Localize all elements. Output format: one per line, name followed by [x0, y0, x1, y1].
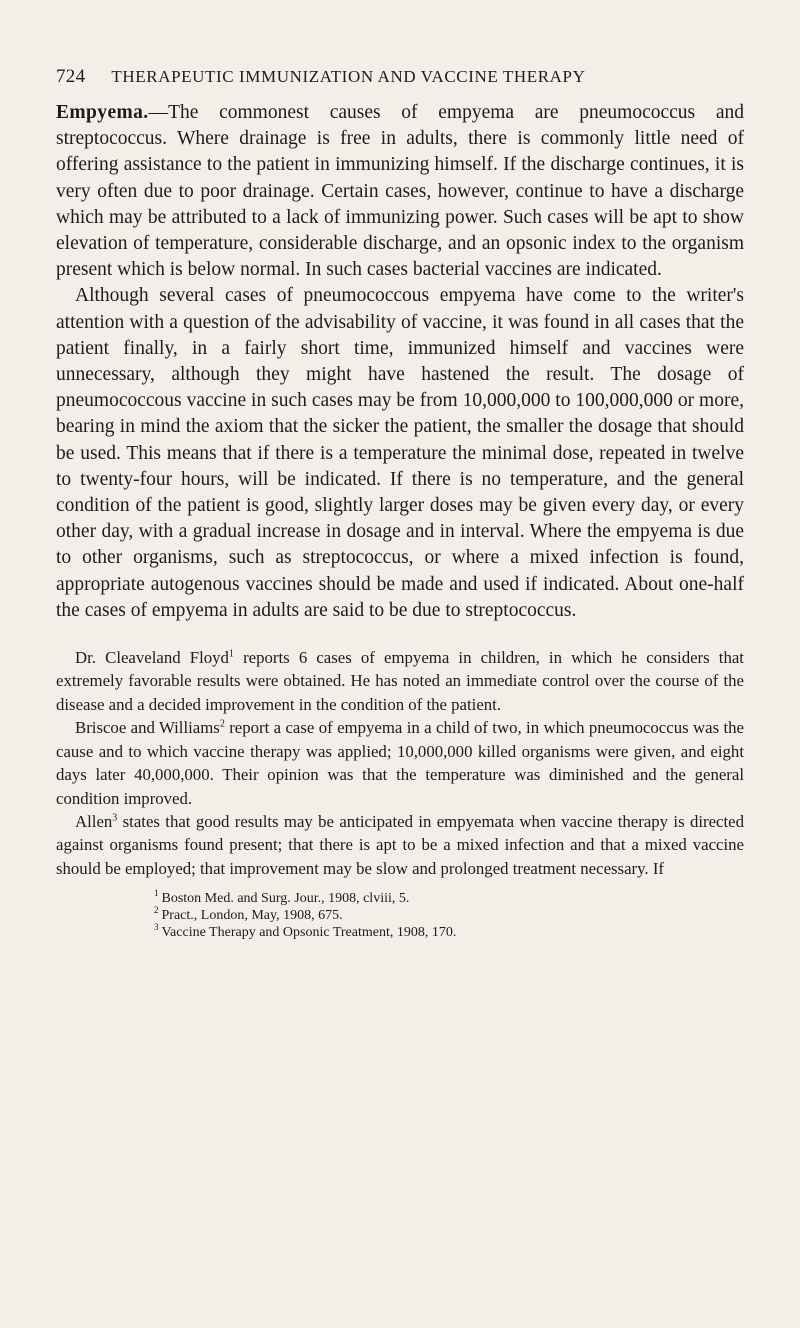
report-author: Briscoe and Williams	[75, 718, 220, 738]
paragraph-empyema	[56, 100, 744, 283]
section-heading: Empyema.	[56, 102, 149, 123]
footnote-mark: 1	[154, 888, 159, 899]
report-text: states that good results may be anticipated in empyemata when vaccine therapy is directed against organisms found present; that there is apt to be a mixed infection and that a mixed vaccine should be employed; that improvement may be slow and prolonged treatment necessary. If	[56, 811, 744, 878]
footnote-ref[interactable]: 3	[112, 812, 118, 824]
report-allen	[56, 810, 744, 880]
footnote-mark: 3	[154, 922, 159, 933]
page-number: 724	[56, 66, 86, 87]
footnote	[154, 924, 744, 941]
case-reports	[56, 646, 744, 880]
book-page	[56, 66, 744, 941]
report-text: reports 6 cases of empyema in children, in which he considers that extremely favorable results were obtained. He has noted an immediate control over the course of the disease and a decided improvement in the condition of the patient.	[56, 648, 744, 714]
report-floyd	[56, 646, 744, 716]
footnote-ref[interactable]: 1	[228, 648, 234, 660]
page-header	[56, 66, 744, 88]
footnote-text: Vaccine Therapy and Opsonic Treatment, 1908, 170.	[161, 925, 457, 941]
report-author: Dr. Cleaveland Floyd	[75, 648, 229, 668]
report-briscoe-williams	[56, 716, 744, 810]
footnote-mark: 2	[154, 905, 159, 916]
footnote	[154, 890, 744, 907]
report-author: Allen	[75, 811, 113, 831]
running-title: THERAPEUTIC IMMUNIZATION AND VACCINE THERAPY	[111, 67, 586, 86]
footnote-ref[interactable]: 2	[219, 718, 225, 730]
report-text: report a case of empyema in a child of two, in which pneumococcus was the cause and to which vaccine therapy was applied; 10,000,000 killed organisms were given, and eight days later 40,000,000. Their opinion was that the temperature was diminished and the general condition improved.	[56, 718, 744, 808]
footnotes	[56, 890, 744, 941]
paragraph-dosage: Although several cases of pneumococcous empyema have come to the writer's attention with a question of the advisability of vaccine, it was found in all cases that the patient finally, in a fairly short time, immunized himself and vaccines were unnecessary, although they might have hastened the result. The dosage of pneumococcous vaccine in such cases may be from 10,000,000 to 100,000,000 or more, bearing in mind the axiom that the sicker the patient, the smaller the dosage that should be used. This means that if there is a temperature the minimal dose, repeated in twelve to twenty-four hours, will be indicated. If there is no temperature, and the general condition of the patient is good, slightly larger doses may be given every day, or every other day, with a gradual increase in dosage and in interval. Where the empyema is due to other organisms, such as streptococcus, or where a mixed infection is found, appropriate autogenous vaccines should be made and used if indicated. About one-half the cases of empyema in adults are said to be due to streptococcus.	[56, 285, 744, 621]
paragraph-text: —The commonest causes of empyema are pneumococcus and streptococcus. Where drainage is free in adults, there is commonly little need of offering assistance to the patient in immunizing himself. If the discharge continues, it is very often due to poor drainage. Certain cases, however, continue to have a discharge which may be attributed to a lack of immunizing power. Such cases will be apt to show elevation of temperature, considerable discharge, and an opsonic index to the organism present which is below normal. In such cases bacterial vaccines are indicated.	[56, 102, 744, 281]
main-text	[56, 100, 744, 624]
footnote-text: Boston Med. and Surg. Jour., 1908, clviii, 5.	[161, 891, 410, 907]
footnote	[154, 907, 744, 924]
footnote-text: Pract., London, May, 1908, 675.	[161, 908, 343, 924]
